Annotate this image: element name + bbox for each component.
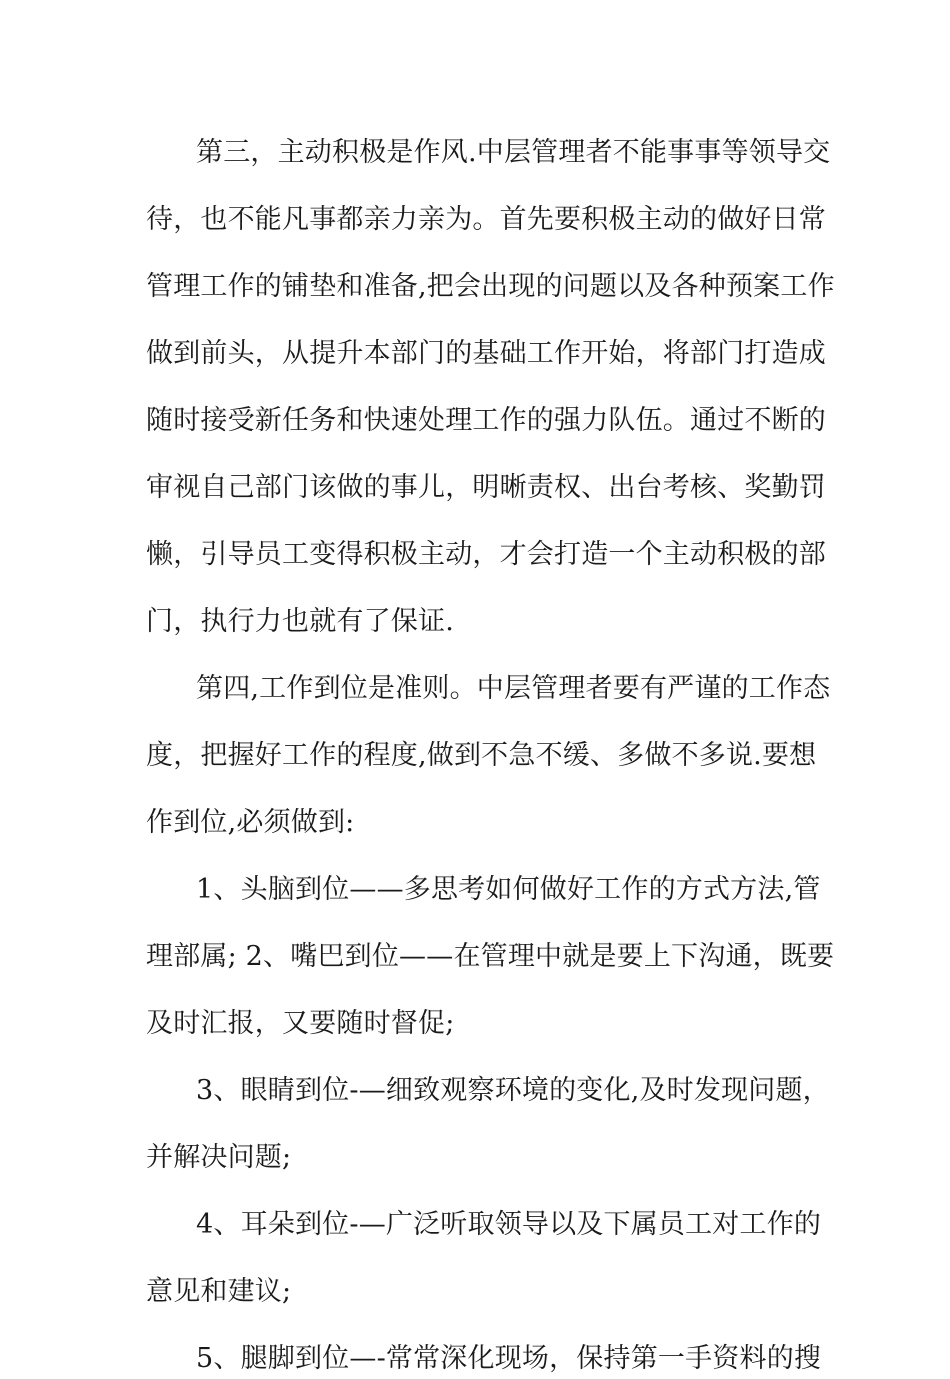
paragraph-line: 第三，主动积极是作风.中层管理者不能事事等领导交	[196, 137, 831, 168]
paragraph-line: 审视自己部门该做的事儿，明晰责权、出台考核、奖勤罚	[146, 472, 826, 503]
list-item-line: 5、腿脚到位—-常常深化现场，保持第一手资料的搜	[196, 1343, 822, 1374]
paragraph-line: 门，执行力也就有了保证.	[146, 606, 454, 637]
paragraph-line: 管理工作的铺垫和准备,把会出现的问题以及各种预案工作	[146, 271, 835, 302]
paragraph-line: 随时接受新任务和快速处理工作的强力队伍。通过不断的	[146, 405, 826, 436]
list-item-line: 1、头脑到位——多思考如何做好工作的方式方法,管	[196, 874, 821, 905]
list-item-line: 理部属; 2、嘴巴到位——在管理中就是要上下沟通，既要	[146, 941, 835, 972]
paragraph-line: 度，把握好工作的程度,做到不急不缓、多做不多说.要想	[146, 740, 817, 771]
list-item-line: 3、眼睛到位-—细致观察环境的变化,及时发现问题，	[196, 1075, 830, 1106]
paragraph-line: 懒，引导员工变得积极主动，才会打造一个主动积极的部	[146, 539, 826, 570]
list-item-line: 意见和建议;	[146, 1276, 292, 1307]
list-item-line: 并解决问题;	[146, 1142, 292, 1173]
list-item-line: 4、耳朵到位-—广泛听取领导以及下属员工对工作的	[196, 1209, 822, 1240]
paragraph-line: 做到前头，从提升本部门的基础工作开始，将部门打造成	[146, 338, 826, 369]
list-item-line: 及时汇报，又要随时督促;	[146, 1008, 455, 1039]
paragraph-line: 待，也不能凡事都亲力亲为。首先要积极主动的做好日常	[146, 204, 826, 235]
paragraph-line: 第四,工作到位是准则。中层管理者要有严谨的工作态	[196, 673, 831, 704]
paragraph-line: 作到位,必须做到:	[146, 807, 355, 838]
